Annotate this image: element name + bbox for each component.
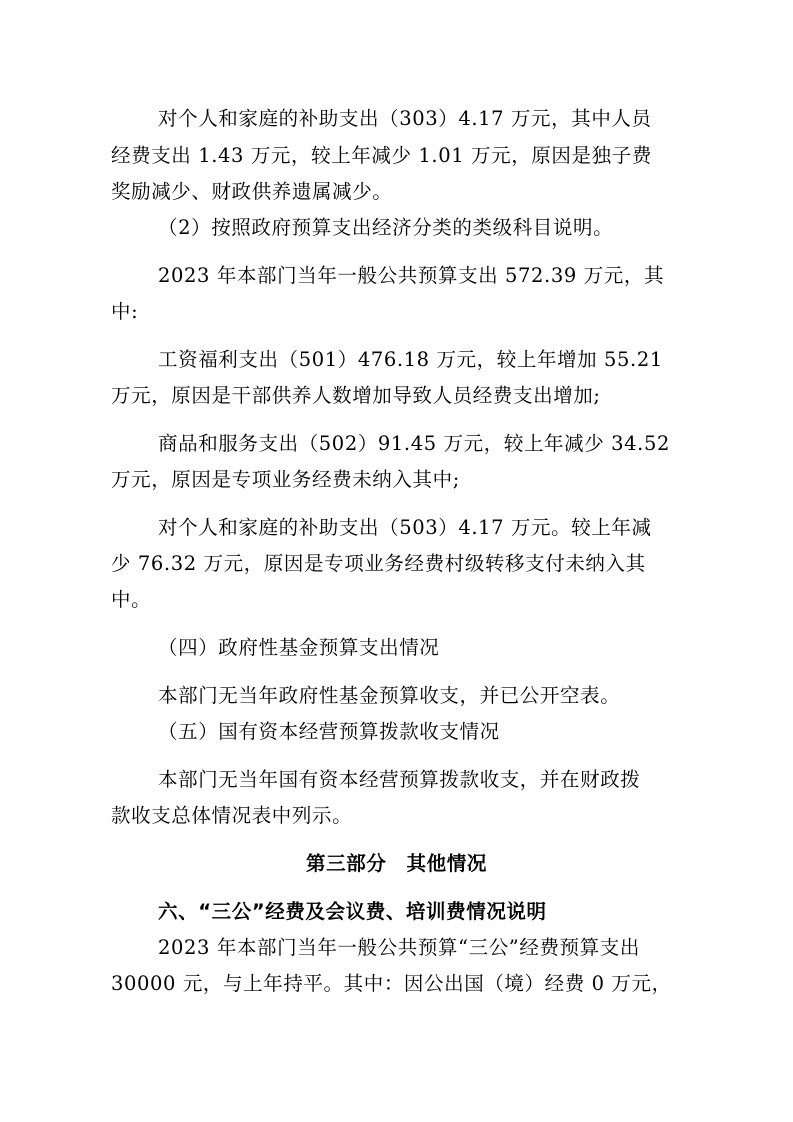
paragraph-line: 款收支总体情况表中列示。 — [111, 804, 353, 827]
section-heading: （五）国有资本经营预算拨款收支情况 — [158, 720, 500, 743]
paragraph-line: 本部门无当年政府性基金预算收支，并已公开空表。 — [158, 684, 621, 707]
paragraph-line: 2023 年本部门当年一般公共预算“三公”经费预算支出 — [158, 936, 640, 959]
paragraph-line: 工资福利支出（501）476.18 万元，较上年增加 55.21 — [158, 348, 663, 371]
paragraph-line: 万元，原因是专项业务经费未纳入其中; — [111, 468, 460, 491]
paragraph-line: 中: — [111, 300, 139, 323]
paragraph-line: 2023 年本部门当年一般公共预算支出 572.39 万元，其 — [158, 264, 665, 287]
paragraph-line: 对个人和家庭的补助支出（303）4.17 万元，其中人员 — [158, 107, 652, 130]
paragraph-line: 30000 元，与上年持平。其中：因公出国（境）经费 0 万元， — [111, 972, 672, 995]
paragraph-line: 商品和服务支出（502）91.45 万元，较上年减少 34.52 — [158, 432, 670, 455]
section-title: 六、“三公”经费及会议费、培训费情况说明 — [158, 900, 547, 923]
paragraph-line: 本部门无当年国有资本经营预算拨款收支，并在财政拨 — [158, 768, 641, 791]
paragraph-line: 万元，原因是干部供养人数增加导致人员经费支出增加; — [111, 384, 601, 407]
paragraph-line: 少 76.32 万元，原因是专项业务经费村级转移支付未纳入其 — [111, 552, 646, 575]
paragraph-line: （2）按照政府预算支出经济分类的类级科目说明。 — [158, 216, 614, 239]
part-title: 第三部分 其他情况 — [306, 852, 487, 875]
section-heading: （四）政府性基金预算支出情况 — [158, 636, 440, 659]
paragraph-line: 经费支出 1.43 万元，较上年减少 1.01 万元，原因是独子费 — [111, 144, 652, 167]
paragraph-line: 中。 — [111, 588, 152, 611]
paragraph-line: 对个人和家庭的补助支出（503）4.17 万元。较上年减 — [158, 516, 652, 539]
paragraph-line: 奖励减少、财政供养遗属减少。 — [111, 180, 393, 203]
